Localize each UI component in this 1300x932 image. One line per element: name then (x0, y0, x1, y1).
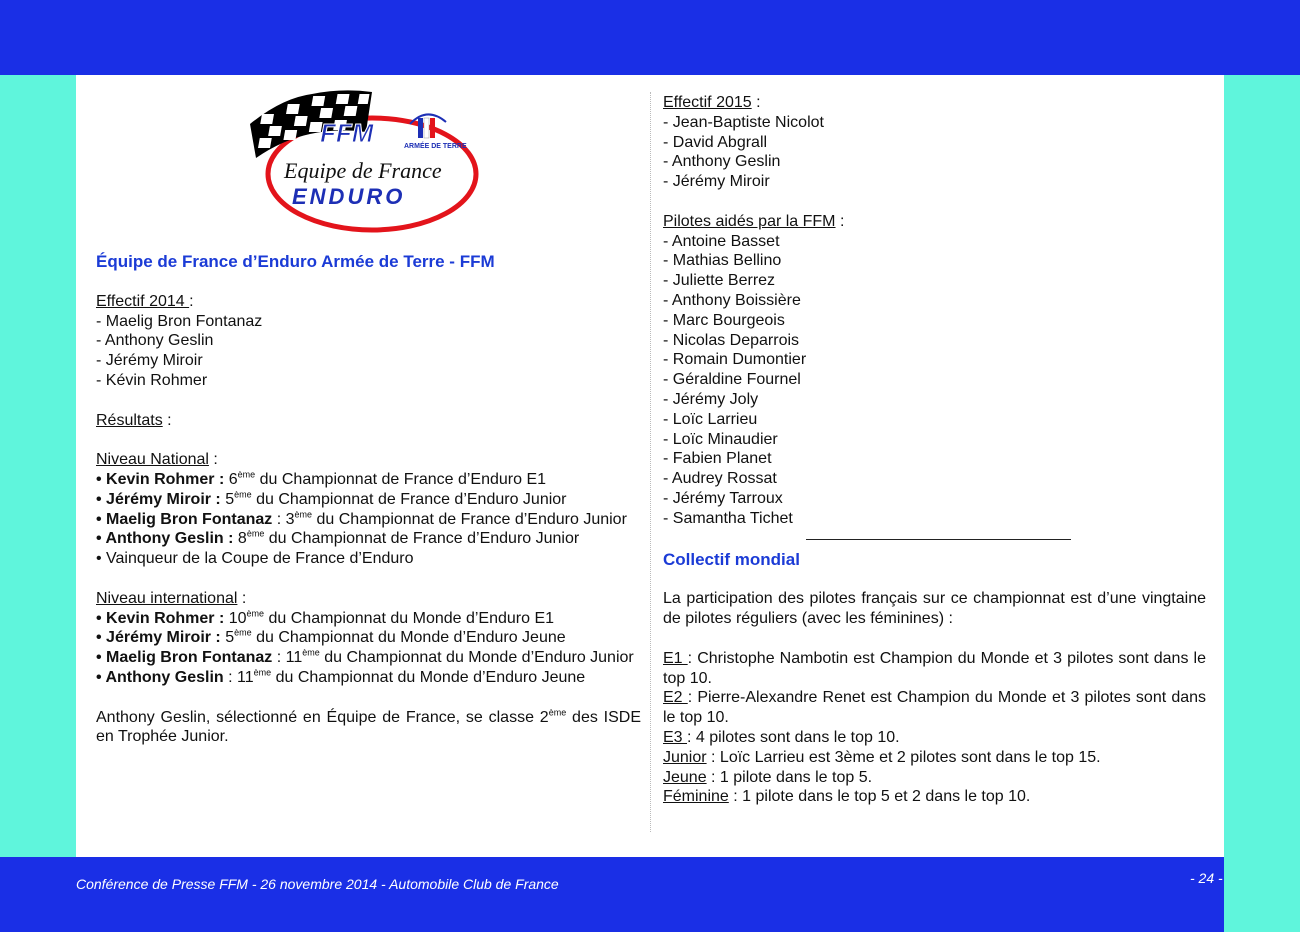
list-item: - Anthony Geslin (663, 153, 781, 171)
top-banner (0, 0, 1300, 75)
pilotes-aides-heading (663, 212, 1206, 232)
list-item: - Anthony Boissière (663, 291, 801, 309)
result-item: • Maelig Bron Fontanaz : 11ème du Championnat du Monde d’Enduro Junior (96, 647, 634, 667)
list-item: - Jérémy Joly (663, 390, 759, 408)
pilot-name: Kevin Rohmer : (106, 470, 225, 488)
equipe-de-france-enduro-logo (242, 80, 482, 238)
resultats-label: Résultats (96, 411, 163, 429)
list-item: - Nicolas Deparrois (663, 331, 800, 349)
category-item: E2 : Pierre-Alexandre Renet est Champion du Monde et 3 pilotes sont dans le top 10. (663, 689, 1207, 727)
effectif-2015-colon: : (751, 94, 761, 111)
pilot-name: Anthony Geslin (105, 668, 224, 686)
category-item: Junior : Loïc Larrieu est 3ème et 2 pilotes sont dans le top 15. (663, 748, 1101, 766)
pilot-name: Jérémy Miroir : (106, 629, 221, 647)
section-rule (806, 539, 1071, 540)
category-item: Jeune : 1 pilote dans le top 5. (663, 768, 873, 786)
collectif-mondial-title: Collectif mondial (663, 549, 800, 569)
list-item: - Jérémy Miroir (96, 352, 203, 370)
list-item: - Mathias Bellino (663, 252, 782, 270)
list-item: - Fabien Planet (663, 450, 772, 468)
list-item: - Jérémy Miroir (663, 173, 770, 191)
result-item: • Kevin Rohmer : 6ème du Championnat de France d’Enduro E1 (96, 469, 547, 488)
niveau-international-heading (96, 589, 641, 609)
category-item: Féminine : 1 pilote dans le top 5 et 2 dans le top 10. (663, 788, 1031, 806)
list-item: - Romain Dumontier (663, 351, 807, 369)
effectif-2014-colon: : (189, 292, 194, 310)
result-item: • Vainqueur de la Coupe de France d’Enduro (96, 550, 414, 568)
list-item: - Kévin Rohmer (96, 371, 208, 389)
resultats-colon: : (162, 411, 172, 429)
column-divider (650, 92, 651, 832)
list-item: - Samantha Tichet (663, 509, 793, 527)
list-item: - David Abgrall (663, 133, 768, 151)
niveau-national-colon: : (208, 451, 218, 469)
pilot-name: Jérémy Miroir : (106, 490, 221, 508)
niveau-international-label: Niveau international (96, 589, 238, 607)
list-item: - Jérémy Tarroux (663, 489, 783, 507)
pilot-name: Maelig Bron Fontanaz (106, 649, 273, 667)
category-item: E1 : Christophe Nambotin est Champion du Monde et 3 pilotes sont dans le top 10. (663, 649, 1207, 687)
resultats-heading (96, 411, 641, 431)
list-item: - Géraldine Fournel (663, 371, 801, 389)
result-item: • Jérémy Miroir : 5ème du Championnat de France d’Enduro Junior (96, 489, 567, 508)
logo-equipe-de-france-text: Equipe de France (284, 158, 442, 183)
isde-paragraph: Anthony Geslin, sélectionné en Équipe de France, se classe 2ème des ISDE en Trophée Junior. (96, 707, 642, 746)
effectif-2014-heading (96, 292, 641, 312)
result-item: • Anthony Geslin : 11ème du Championnat du Monde d’Enduro Jeune (96, 667, 586, 686)
result-item: • Anthony Geslin : 8ème du Championnat de France d’Enduro Junior (96, 529, 580, 548)
list-item: - Marc Bourgeois (663, 311, 785, 329)
niveau-national-heading (96, 450, 641, 470)
pilotes-aides-label: Pilotes aidés par la FFM (663, 212, 836, 230)
list-item: - Audrey Rossat (663, 470, 777, 488)
footer-caption: Conférence de Presse FFM - 26 novembre 2014 - Automobile Club de France (76, 876, 559, 892)
niveau-international-colon: : (237, 589, 247, 607)
ffm-logo-text: FFM (320, 118, 374, 148)
effectif-2014-label: Effectif 2014 (96, 292, 190, 310)
result-item: • Kevin Rohmer : 10ème du Championnat du Monde d’Enduro E1 (96, 608, 555, 627)
list-item: - Jean-Baptiste Nicolot (663, 113, 824, 131)
list-item: - Juliette Berrez (663, 272, 776, 290)
list-item: - Antoine Basset (663, 232, 780, 250)
list-item: - Loïc Minaudier (663, 430, 778, 448)
left-section-title: Équipe de France d’Enduro Armée de Terre - FFM (96, 252, 495, 271)
logo-enduro-text: ENDURO (292, 184, 406, 209)
effectif-2015-label: Effectif 2015 (663, 94, 752, 111)
footer-side-strip (1224, 857, 1300, 932)
list-item: - Maelig Bron Fontanaz (96, 312, 263, 330)
right-column (663, 93, 1206, 807)
pilot-name: Anthony Geslin : (105, 530, 234, 548)
footer-banner (0, 857, 1300, 932)
effectif-2015-heading (663, 93, 1206, 113)
pilot-name: Maelig Bron Fontanaz (106, 510, 273, 528)
result-item: • Jérémy Miroir : 5ème du Championnat du Monde d’Enduro Jeune (96, 628, 566, 647)
pilotes-aides-colon: : (835, 212, 845, 230)
list-item: - Anthony Geslin (96, 332, 214, 350)
page-number: - 24 - (1190, 870, 1223, 886)
collectif-intro: La participation des pilotes français sur ce championnat est d’une vingtaine de pilotes réguliers (avec les féminines) : (663, 590, 1206, 628)
niveau-national-label: Niveau National (96, 451, 209, 469)
category-item: E3 : 4 pilotes sont dans le top 10. (663, 728, 900, 746)
pilot-name: Kevin Rohmer : (106, 609, 225, 627)
list-item: - Loïc Larrieu (663, 410, 758, 428)
result-item: • Maelig Bron Fontanaz : 3ème du Championnat de France d’Enduro Junior (96, 509, 627, 528)
left-column (96, 252, 641, 747)
armee-de-terre-text: ARMÉE DE TERRE (404, 143, 467, 150)
